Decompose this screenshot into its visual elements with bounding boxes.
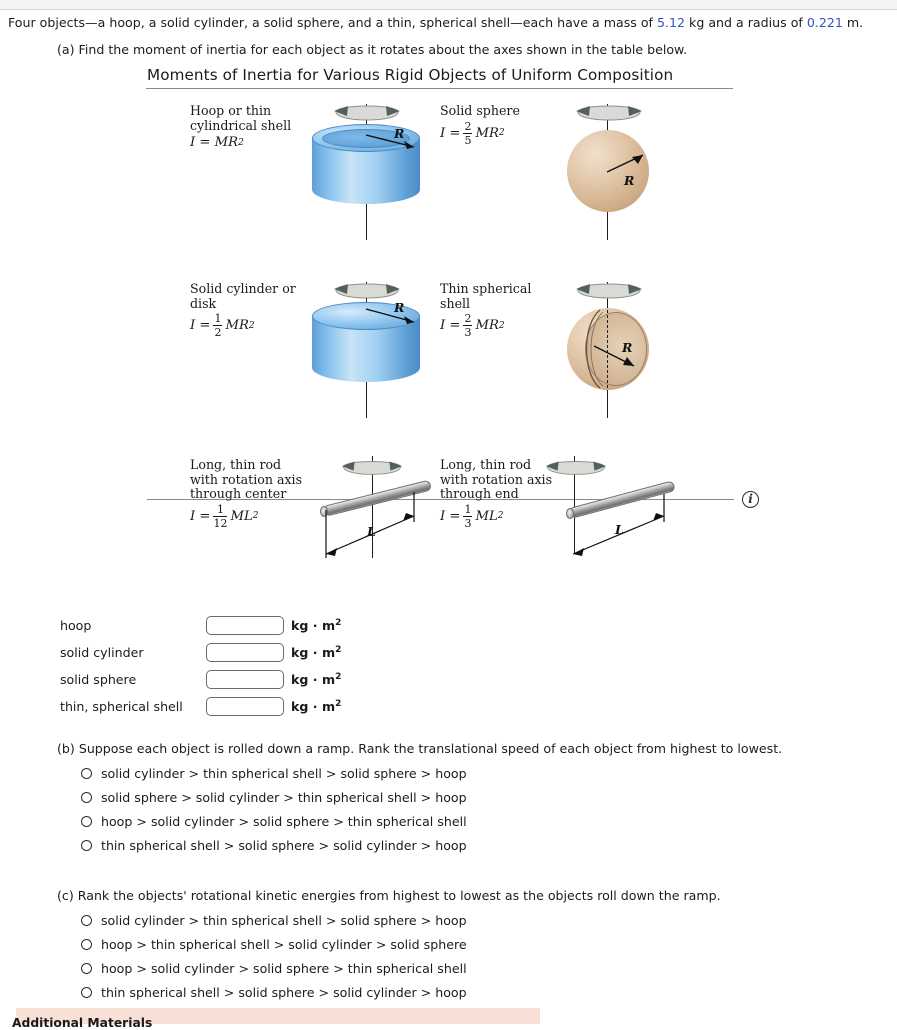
fraction-denominator: 2 — [214, 326, 222, 340]
part-c-question: (c) Rank the objects' rotational kinetic energies from highest to lowest as the objects roll down the ramp. — [57, 888, 721, 903]
rotation-arrow-icon — [570, 278, 648, 302]
answer-row-solid-sphere — [60, 666, 460, 693]
entry-formula — [190, 504, 308, 529]
fraction-denominator: 5 — [464, 133, 472, 147]
radio-button-icon[interactable] — [81, 963, 92, 974]
rotation-arrow-icon — [570, 100, 648, 124]
answer-unit — [291, 672, 341, 687]
figure-entry-spherical-shell — [440, 282, 756, 422]
part-c-section — [57, 888, 857, 1004]
moment-of-inertia-input-hoop[interactable] — [206, 616, 284, 635]
formula-exponent: 2 — [498, 320, 505, 331]
part-c-option-1[interactable] — [57, 908, 857, 932]
part-b-option-3[interactable] — [57, 809, 857, 833]
radio-button-icon[interactable] — [81, 987, 92, 998]
radio-button-icon[interactable] — [81, 840, 92, 851]
length-dimension — [564, 494, 692, 560]
answer-label: hoop — [60, 618, 92, 633]
formula-rhs: ML — [475, 508, 498, 524]
fraction-numerator: 1 — [216, 502, 224, 516]
part-b-section — [57, 741, 857, 857]
radius-label: R — [394, 126, 405, 141]
entry-caption — [440, 104, 558, 146]
problem-statement — [8, 14, 888, 31]
entry-caption-text: Solid sphere — [440, 103, 520, 118]
formula-exponent: 2 — [252, 511, 259, 522]
browser-top-strip — [0, 0, 897, 10]
answer-label: thin, spherical shell — [60, 699, 183, 714]
entry-caption — [190, 282, 308, 338]
option-label: solid cylinder > thin spherical shell > solid sphere > hoop — [101, 912, 467, 928]
formula-lhs: I = — [440, 125, 461, 141]
entry-caption-text: Thin spherical shell — [440, 281, 532, 311]
fraction-denominator: 3 — [464, 326, 472, 340]
coefficient-fraction — [463, 313, 472, 338]
problem-stem-post: m. — [842, 15, 864, 30]
formula-exponent: 2 — [498, 127, 505, 138]
option-label: thin spherical shell > solid sphere > solid cylinder > hoop — [101, 984, 467, 1000]
formula-exponent: 2 — [497, 511, 504, 522]
fraction-numerator: 2 — [464, 119, 472, 133]
option-label: thin spherical shell > solid sphere > solid cylinder > hoop — [101, 837, 467, 853]
answer-unit — [291, 618, 341, 633]
moment-of-inertia-input-solid-cylinder[interactable] — [206, 643, 284, 662]
problem-stem-mid: kg and a radius of — [685, 15, 807, 30]
entry-caption-text: Long, thin rod with rotation axis through center — [190, 457, 303, 502]
length-label: L — [367, 524, 376, 539]
entry-caption-text: Hoop or thin cylindrical shell — [190, 103, 292, 133]
unit-text: kg · m — [291, 645, 336, 661]
entry-caption-text: Long, thin rod with rotation axis through end — [440, 457, 553, 502]
radius-label: R — [394, 300, 405, 315]
coefficient-fraction — [213, 313, 222, 338]
part-a-question: (a) Find the moment of inertia for each object as it rotates about the axes shown in the table below. — [57, 42, 688, 57]
formula-rhs: ML — [230, 508, 253, 524]
unit-text: kg · m — [291, 672, 336, 688]
formula-rhs: MR — [214, 135, 239, 151]
part-c-option-2[interactable] — [57, 932, 857, 956]
formula-lhs: I = — [440, 508, 461, 524]
info-icon[interactable]: i — [742, 491, 759, 508]
formula-exponent: 2 — [248, 320, 255, 331]
answer-unit — [291, 699, 341, 714]
radius-label: R — [624, 173, 635, 188]
part-c-option-4[interactable] — [57, 980, 857, 1004]
radio-button-icon[interactable] — [81, 915, 92, 926]
coefficient-fraction — [463, 504, 472, 529]
figure-row-2 — [146, 282, 756, 422]
coefficient-fraction — [213, 504, 227, 529]
option-label: hoop > solid cylinder > solid sphere > thin spherical shell — [101, 960, 467, 976]
entry-formula — [440, 121, 558, 146]
figure-entry-rod-center — [190, 458, 480, 568]
entry-formula — [190, 135, 308, 150]
answer-row-solid-cylinder — [60, 639, 460, 666]
unit-exponent: 2 — [335, 617, 342, 628]
fraction-denominator: 12 — [213, 516, 228, 530]
radius-arrow — [594, 344, 642, 370]
moment-of-inertia-input-thin-spherical-shell[interactable] — [206, 697, 284, 716]
answer-label: solid sphere — [60, 672, 137, 687]
radio-button-icon[interactable] — [81, 768, 92, 779]
entry-formula — [440, 504, 558, 529]
formula-lhs: I = — [190, 135, 211, 151]
radio-button-icon[interactable] — [81, 939, 92, 950]
part-b-question: (b) Suppose each object is rolled down a ramp. Rank the translational speed of each object from highest to lowest. — [57, 741, 783, 756]
entry-caption — [190, 104, 308, 151]
formula-exponent: 2 — [238, 137, 244, 148]
entry-caption — [440, 282, 558, 338]
spherical-shell-illustration — [560, 278, 710, 418]
rod-center-illustration — [302, 456, 462, 566]
part-b-option-1[interactable] — [57, 761, 857, 785]
entry-formula — [190, 313, 308, 338]
figure-row-1 — [146, 104, 756, 244]
radius-label: R — [622, 340, 633, 355]
radio-button-icon[interactable] — [81, 816, 92, 827]
rod-end-illustration — [548, 456, 718, 566]
mass-value: 5.12 — [657, 15, 686, 30]
entry-caption-text: Solid cylinder or disk — [190, 281, 296, 311]
formula-rhs: MR — [475, 125, 499, 141]
fraction-numerator: 2 — [464, 312, 472, 326]
unit-exponent: 2 — [335, 671, 342, 682]
entry-caption — [190, 458, 308, 529]
unit-exponent: 2 — [335, 644, 342, 655]
formula-lhs: I = — [190, 318, 211, 334]
formula-lhs: I = — [190, 508, 211, 524]
part-b-option-4[interactable] — [57, 833, 857, 857]
answer-row-thin-spherical-shell — [60, 693, 460, 720]
length-label: L — [615, 522, 624, 537]
option-label: hoop > thin spherical shell > solid cylinder > solid sphere — [101, 936, 467, 952]
figure-title: Moments of Inertia for Various Rigid Objects of Uniform Composition — [147, 66, 674, 84]
unit-text: kg · m — [291, 699, 336, 715]
rotation-arrow-icon — [540, 456, 612, 478]
option-label: hoop > solid cylinder > solid sphere > thin spherical shell — [101, 813, 467, 829]
part-b-option-2[interactable] — [57, 785, 857, 809]
rotation-arrow-icon — [328, 100, 406, 124]
rotation-arrow-icon — [328, 278, 406, 302]
part-c-option-3[interactable] — [57, 956, 857, 980]
figure-entry-solid-cylinder — [190, 282, 480, 422]
formula-rhs: MR — [225, 318, 249, 334]
unit-text: kg · m — [291, 618, 336, 634]
option-label: solid cylinder > thin spherical shell > solid sphere > hoop — [101, 765, 467, 781]
figure-entry-rod-end — [440, 458, 756, 568]
figure-top-rule — [146, 88, 733, 89]
additional-materials-label[interactable]: Additional Materials — [12, 1016, 153, 1030]
fraction-denominator: 3 — [464, 516, 472, 530]
entry-formula — [440, 313, 558, 338]
radio-button-icon[interactable] — [81, 792, 92, 803]
answer-row-hoop — [60, 612, 460, 639]
solid-sphere-illustration — [560, 100, 710, 240]
radius-arrow — [607, 152, 649, 174]
formula-rhs: MR — [475, 318, 499, 334]
fraction-numerator: 1 — [214, 312, 222, 326]
option-label: solid sphere > solid cylinder > thin spherical shell > hoop — [101, 789, 467, 805]
figure-row-3 — [146, 458, 756, 568]
answer-inputs-group — [60, 612, 460, 720]
moment-of-inertia-input-solid-sphere[interactable] — [206, 670, 284, 689]
answer-unit — [291, 645, 341, 660]
formula-lhs: I = — [440, 318, 461, 334]
fraction-numerator: 1 — [464, 502, 472, 516]
coefficient-fraction — [463, 121, 472, 146]
answer-label: solid cylinder — [60, 645, 144, 660]
radius-value: 0.221 — [806, 15, 843, 30]
hoop-illustration — [308, 100, 461, 240]
unit-exponent: 2 — [335, 698, 342, 709]
figure-entry-hoop — [190, 104, 480, 244]
rotation-arrow-icon — [336, 456, 408, 478]
figure-entry-solid-sphere — [440, 104, 756, 244]
problem-stem-pre: Four objects—a hoop, a solid cylinder, a solid sphere, and a thin, spherical shell—each have a mass of — [8, 15, 657, 30]
length-dimension — [316, 492, 444, 562]
solid-cylinder-illustration — [308, 278, 461, 418]
moments-of-inertia-table — [146, 66, 756, 581]
